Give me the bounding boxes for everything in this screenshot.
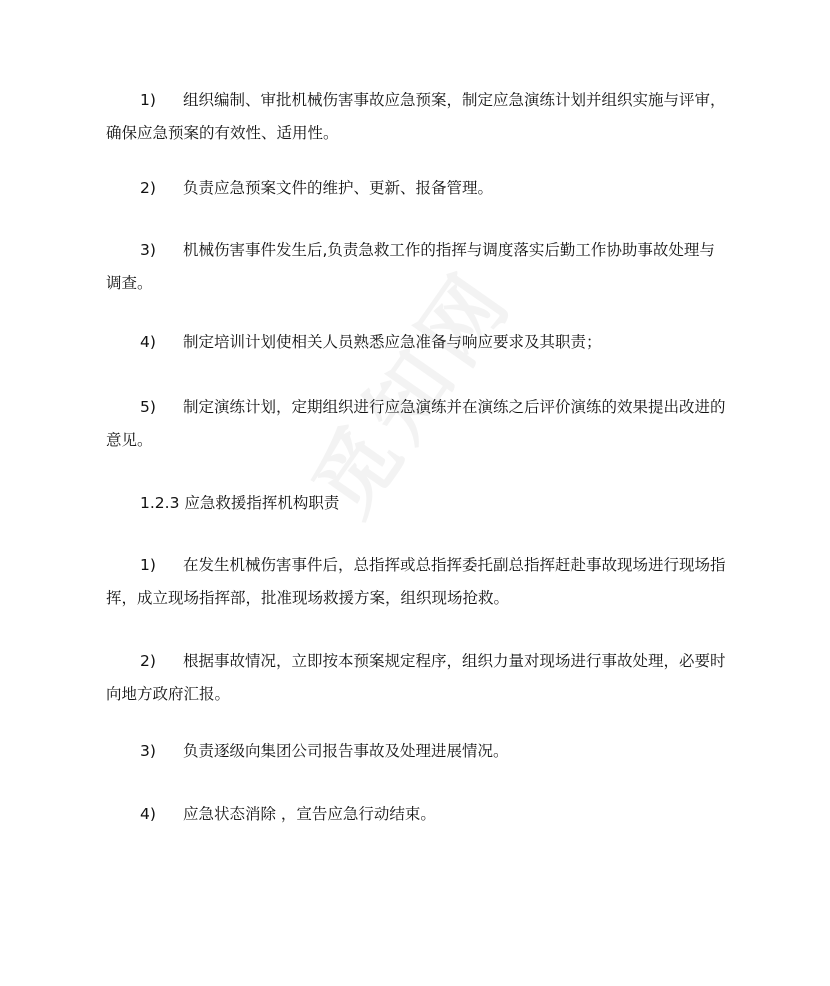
item-number: 2) — [140, 652, 156, 670]
item-number: 3) — [140, 241, 156, 259]
list-item — [106, 234, 746, 300]
list-item — [106, 798, 746, 831]
item-number: 1) — [140, 91, 156, 109]
item-number: 4) — [140, 333, 156, 351]
item-text: 机械伤害事件发生后,负责急救工作的指挥与调度落实后勤工作协助事故处理与 — [182, 241, 715, 259]
item-text: 负责应急预案文件的维护、更新、报备管理。 — [182, 179, 493, 197]
list-item — [106, 549, 746, 615]
section-heading: 1.2.3 应急救援指挥机构职责 — [140, 494, 340, 512]
list-item — [106, 735, 746, 768]
item-text: 在发生机械伤害事件后，总指挥或总指挥委托副总指挥赶赴事故现场进行现场指 — [182, 556, 726, 574]
item-text-continued: 挥，成立现场指挥部，批准现场救援方案，组织现场抢救。 — [106, 589, 510, 607]
item-text: 制定培训计划使相关人员熟悉应急准备与响应要求及其职责； — [182, 333, 602, 351]
item-text-continued: 确保应急预案的有效性、适用性。 — [106, 124, 339, 142]
list-item — [106, 645, 746, 711]
item-text-continued: 调查。 — [106, 274, 153, 292]
list-item — [106, 391, 746, 457]
item-text-continued: 向地方政府汇报。 — [106, 685, 231, 703]
list-item — [106, 84, 746, 150]
item-text: 根据事故情况，立即按本预案规定程序，组织力量对现场进行事故处理，必要时 — [182, 652, 726, 670]
item-text: 应急状态消除 ，宣告应急行动结束。 — [182, 805, 436, 823]
list-item — [106, 326, 746, 359]
item-number: 1) — [140, 556, 156, 574]
item-text: 负责逐级向集团公司报告事故及处理进展情况。 — [182, 742, 509, 760]
item-number: 4) — [140, 805, 156, 823]
item-text: 组织编制、审批机械伤害事故应急预案，制定应急演练计划并组织实施与评审， — [182, 91, 726, 109]
list-item — [106, 172, 746, 205]
item-text: 制定演练计划，定期组织进行应急演练并在演练之后评价演练的效果提出改进的 — [182, 398, 726, 416]
item-text-continued: 意见。 — [106, 431, 153, 449]
item-number: 2) — [140, 179, 156, 197]
item-number: 3) — [140, 742, 156, 760]
item-number: 5) — [140, 398, 156, 416]
